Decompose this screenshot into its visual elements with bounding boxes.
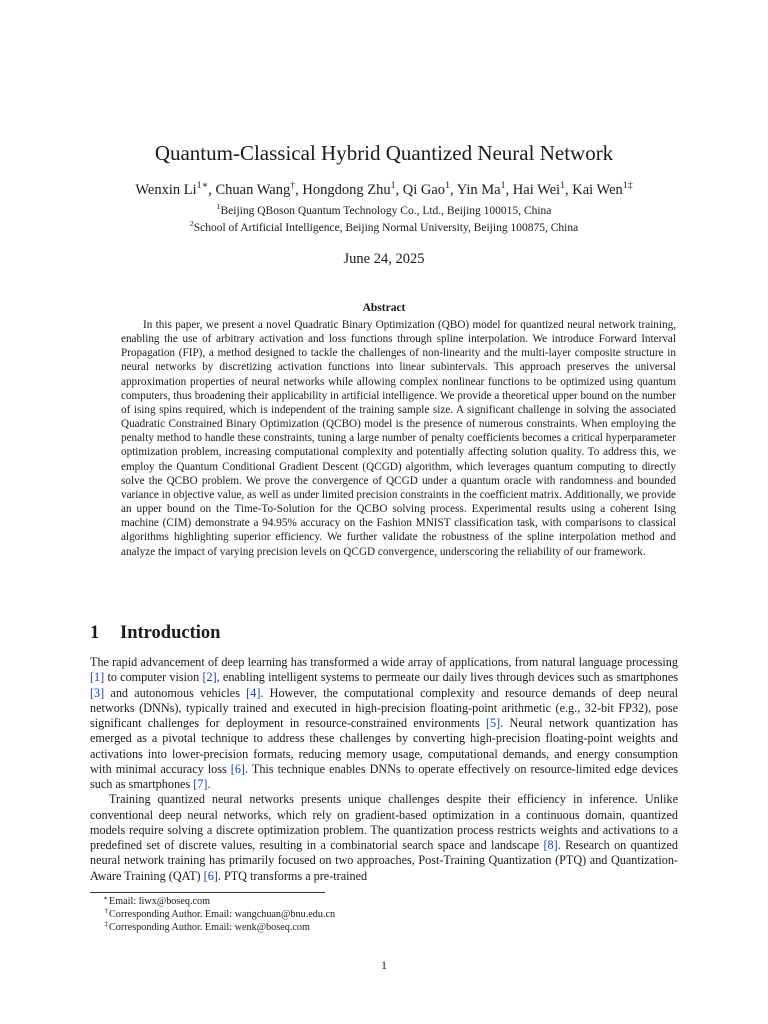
- section-number: 1: [90, 623, 100, 643]
- author-name: Yin Ma: [456, 182, 501, 198]
- affiliation-1-mark: 1: [216, 202, 221, 212]
- footnote: ‡Corresponding Author. Email: wenk@boseq.com: [104, 920, 310, 933]
- body-text-run: . PTQ transforms a pre-trained: [217, 868, 368, 883]
- author: [135, 182, 208, 198]
- author-name: Chuan Wang: [215, 182, 291, 198]
- author: [302, 182, 395, 198]
- page-number: 1: [381, 958, 387, 972]
- author: [513, 182, 565, 198]
- paper-date: June 24, 2025: [343, 251, 425, 267]
- paragraph-1: [90, 655, 678, 792]
- citation-link[interactable]: [6]: [230, 761, 245, 776]
- author-name: Hongdong Zhu: [302, 182, 391, 198]
- abstract-text: In this paper, we present a novel Quadratic Binary Optimization (QBO) model for quantized neural network training, enabling the use of arbitrary activation and loss functions through spline interpolation. We introduce Forward Interval Propagation (FIP), a method designed to tackle the challenges of non-linearity and the multi-layer composite structure in neural networks by discretizing activation functions into linear subintervals. This approach preserves the universal approximation properties of neural networks while allowing complex nonlinear functions to be optimized using quantum computers, thus broadening their applicability in artificial intelligence. We provide a theoretical upper bound on the number of ising spins required, which is independent of the training sample size. A significant challenge in solving the associated Quadratic Constrained Binary Optimization (QCBO) model is the presence of numerous constraints. When employing the penalty method to handle these constraints, tuning a large number of penalty coefficients becomes a critical hyperparameter optimization problem, increasing computational complexity and potentially affecting solution quality. To address this, we employ the Quantum Conditional Gradient Descent (QCGD) algorithm, which leverages quantum computing to directly solve the QCBO problem. We prove the convergence of QCGD under a quantum oracle with randomness and bounded variance in objective value, as well as under limited precision constraints in the coefficient matrix. Additionally, we provide an upper bound on the Time-To-Solution for the QCBO solving process. Experimental results using a coherent Ising machine (CIM) demonstrate a 94.95% accuracy on the Fashion MNIST classification task, with comparisons to classical algorithms highlighting superior efficiency. We further validate the robustness of the spline interpolation method and analyze the impact of varying precision levels on QCGD convergence, underscoring the reliability of our framework.: [121, 319, 676, 558]
- author-mark: †: [290, 180, 296, 192]
- body-text-run: . This technique enables DNNs to operate effectively on resource-limited edge devices such as smartphones: [90, 761, 678, 791]
- citation-link[interactable]: [8]: [543, 838, 558, 852]
- body-text: [90, 655, 678, 884]
- citation-link[interactable]: [5]: [485, 716, 501, 730]
- body-text-run: . However, the computational complexity and resource demands of deep neural networks (DNNs), typically trained and executed in high-precision floating-point arithmetic (e.g., 32-bit FP32), pose significant challenges for deployment in resource-constrained environments: [90, 685, 678, 730]
- body-text-run: . Neural network quantization has emerged as a pivotal technique to address these challenges by converting high-precision floating-point weights and activations into lower-precision formats, reducing memory usage, computational demands, and energy consumption with minimal accuracy loss: [90, 716, 678, 776]
- citation-link[interactable]: [6]: [203, 868, 218, 883]
- affiliation-2-text: School of Artificial Intelligence, Beijing Normal University, Beijing 100875, China: [193, 222, 579, 234]
- abstract-heading: Abstract: [362, 302, 406, 314]
- citation-link[interactable]: [7]: [193, 777, 208, 791]
- affiliation-1-text: Beijing QBoson Quantum Technology Co., Ltd., Beijing 100015, China: [220, 205, 552, 217]
- paper-title: Quantum-Classical Hybrid Quantized Neural Network: [154, 141, 614, 165]
- section-title: Introduction: [120, 623, 221, 643]
- author-list: Wenxin $Li^{1∗}$, Chuan Wang†, Hongdong Zhu$^1$, Qi Gao$^1$, Yin Ma$^1$, Hai Wei$^1$, Kai Wen$^{1\ddagger}$: [135, 180, 633, 198]
- paragraph-2: [90, 792, 678, 884]
- affiliation-2-mark: 2: [189, 219, 194, 229]
- body-text-run: and autonomous vehicles: [104, 685, 247, 700]
- citation-link[interactable]: [4]: [246, 685, 261, 700]
- author: [216, 182, 296, 198]
- affiliation-2: [0, 221, 768, 236]
- body-text-run: .: [207, 777, 211, 791]
- author-mark: 1‡: [622, 180, 633, 192]
- author-mark: 1: [445, 180, 450, 192]
- body-text-run: . Research on quantized neural network training has primarily focused on two approaches, Post-Training Quantization (PTQ) and Quantization-Aware Training (QAT): [90, 838, 678, 883]
- author: [457, 182, 506, 198]
- author-mark: 1: [560, 180, 565, 192]
- author: [403, 182, 450, 198]
- body-text-run: Training quantized neural networks presents unique challenges despite their efficiency in inference. Unlike conventional deep neural networks, which rely on gradient-based optimization in a continuous domain, quantized models require solving a discrete optimization problem. The quantization process restricts weights and activations to a predefined set of discrete values, resulting in a combinatorial search space and landscape: [90, 792, 678, 852]
- author-mark: 1: [390, 180, 396, 192]
- footnotes: [90, 895, 335, 934]
- footnote-text: Corresponding Author. Email: wenk@boseq.com: [109, 922, 310, 933]
- section-heading: [90, 621, 220, 645]
- author-name: Wenxin Li: [135, 182, 197, 198]
- author-name: Qi Gao: [402, 182, 446, 198]
- body-text-run: The rapid advancement of deep learning has transformed a wide array of applications, from natural language processing: [90, 655, 678, 669]
- author-name: Kai Wen: [572, 182, 623, 198]
- citation-link[interactable]: [2]: [202, 670, 217, 685]
- footnote-rule: [90, 892, 325, 893]
- citation-link[interactable]: [1]: [90, 670, 105, 685]
- footnote: †Corresponding Author. Email: wangchuan@bnu.edu.cn: [104, 907, 336, 920]
- author-mark: 1∗: [196, 180, 209, 192]
- author-name: Hai Wei: [512, 182, 561, 198]
- footnote: ∗Email: liwx@boseq.com: [103, 894, 211, 907]
- body-text-run: to computer vision: [104, 670, 203, 685]
- author: [572, 182, 632, 198]
- author-mark: 1: [500, 180, 506, 192]
- footnote-text: Corresponding Author. Email: wangchuan@bnu.edu.cn: [109, 909, 336, 920]
- body-text-run: , enabling intelligent systems to permeate our daily lives through devices such as smartphones: [216, 670, 678, 685]
- affiliation-1: [0, 204, 768, 219]
- citation-link[interactable]: [3]: [90, 685, 105, 700]
- footnote-text: Email: liwx@boseq.com: [109, 896, 211, 907]
